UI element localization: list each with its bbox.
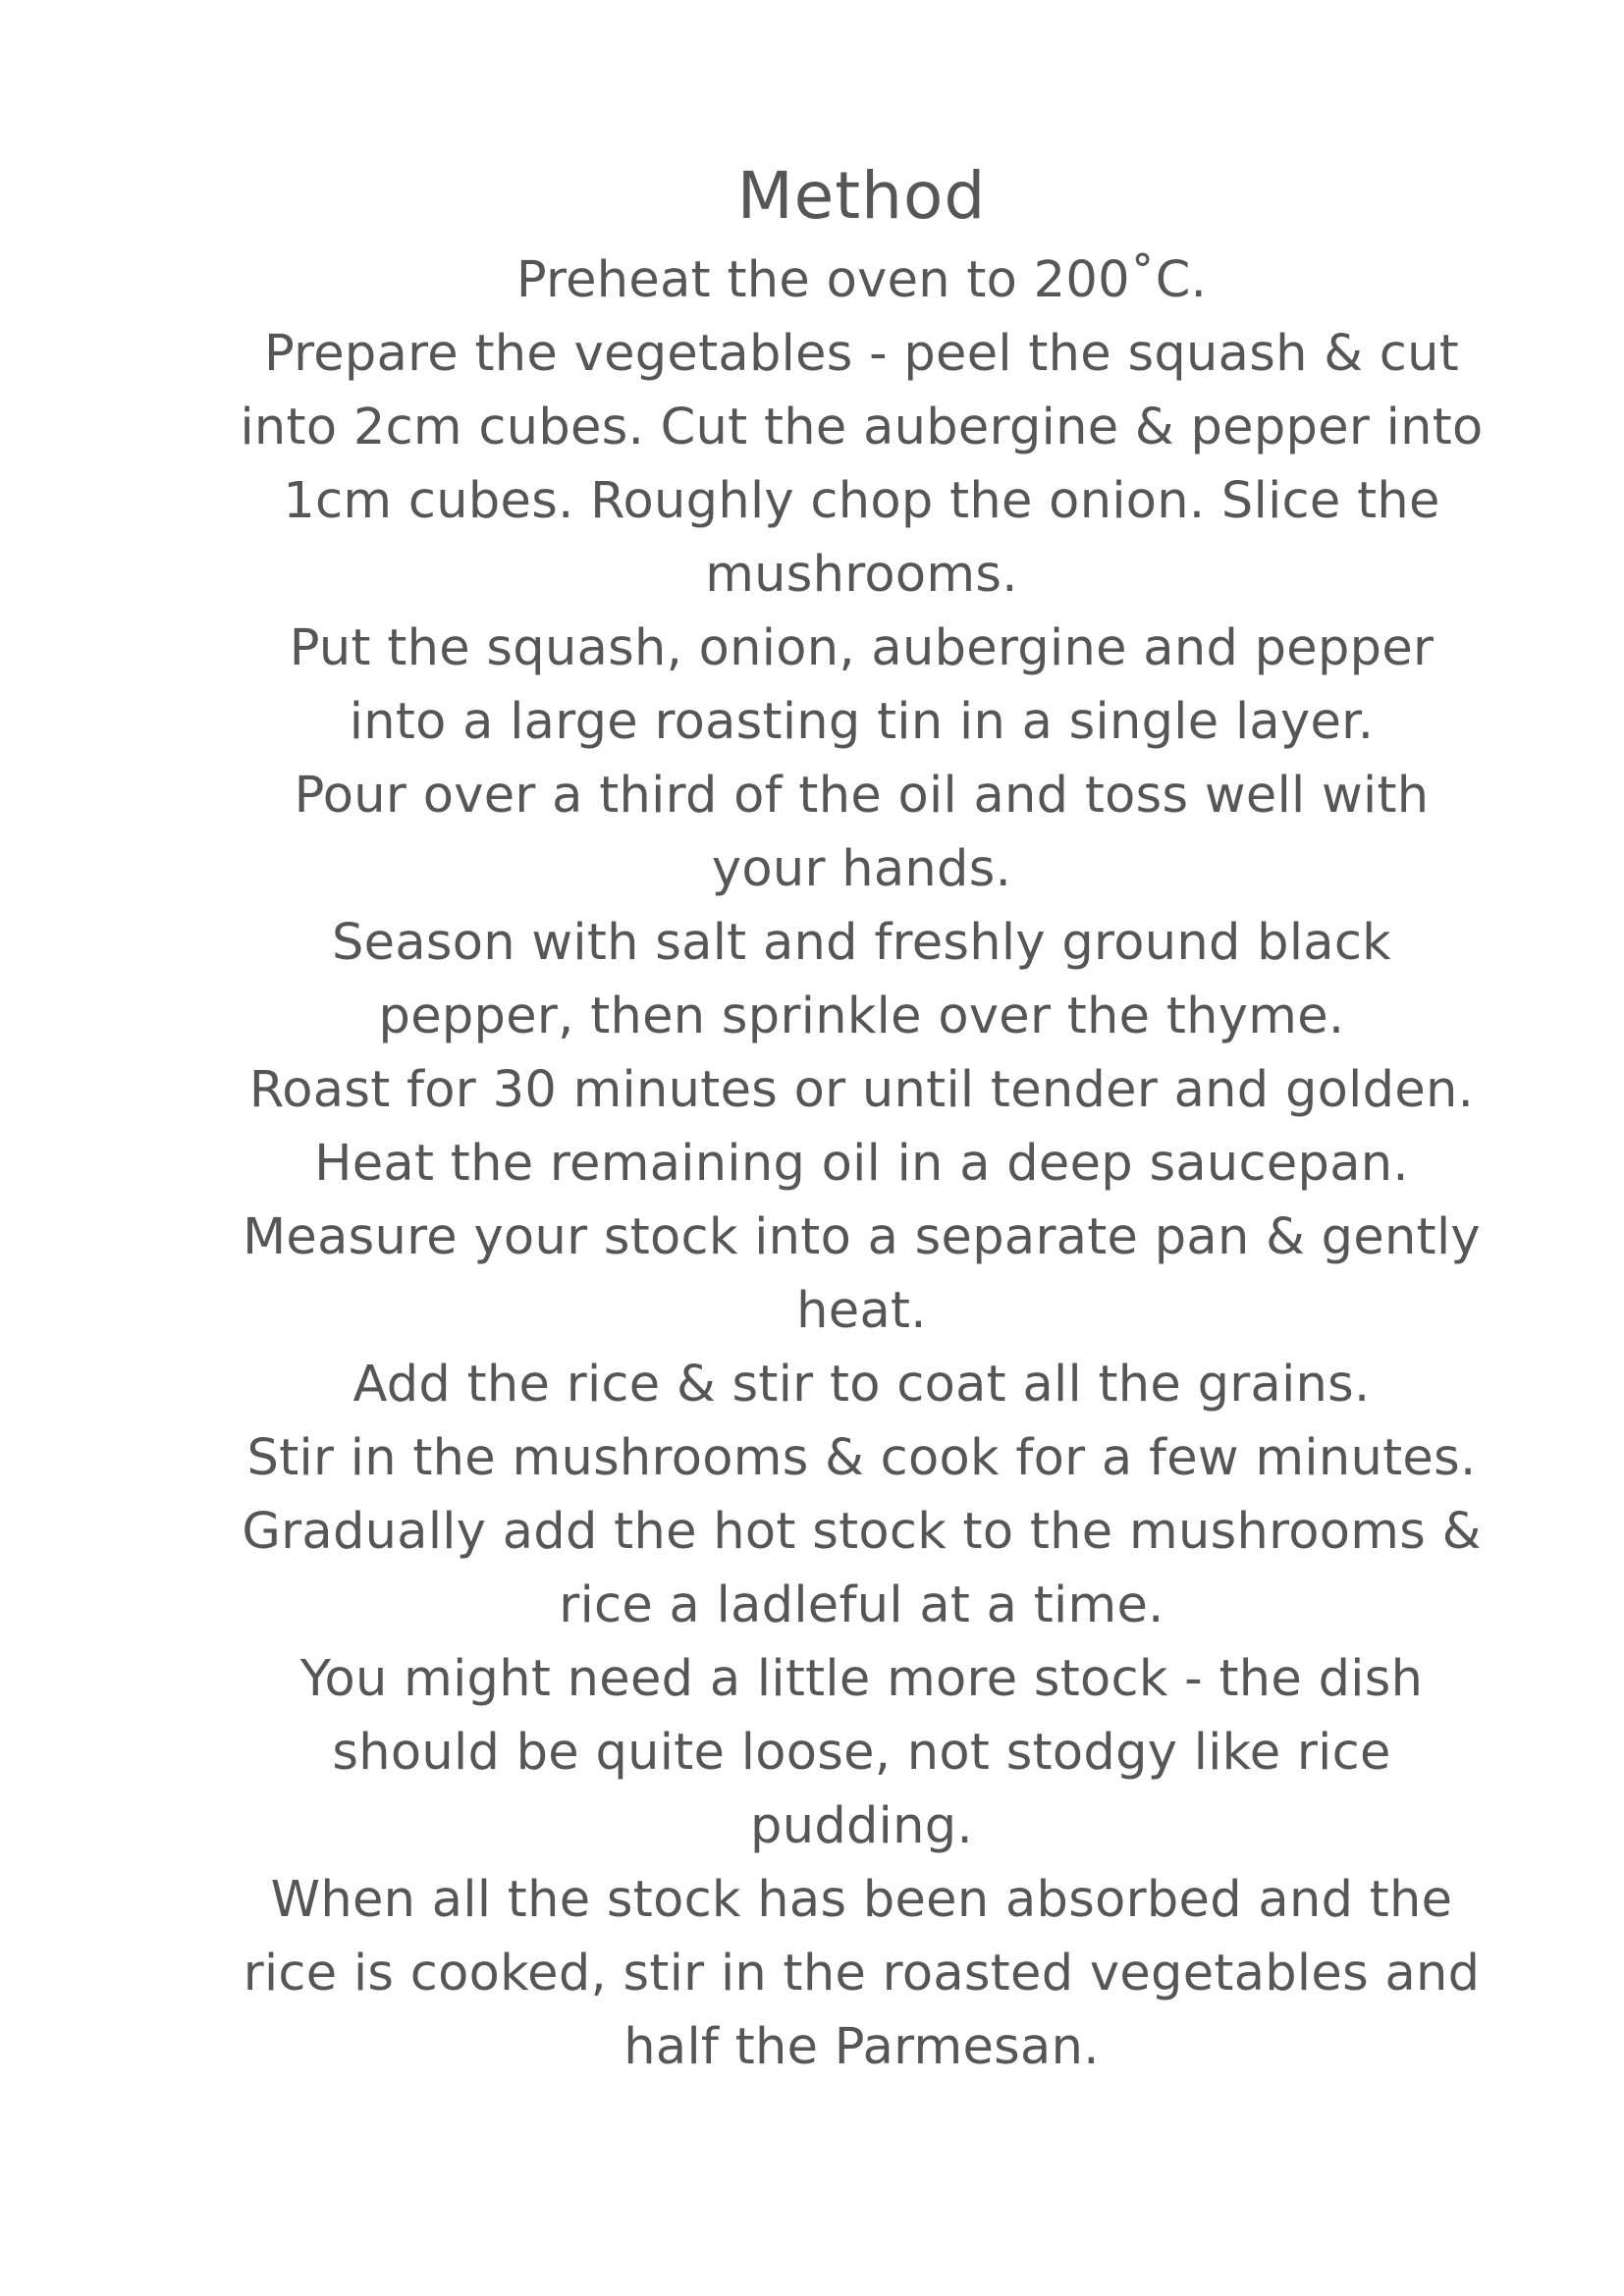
method-line: When all the stock has been absorbed and the	[270, 1871, 1453, 1929]
method-line: rice a ladleful at a time.	[559, 1576, 1164, 1634]
method-line: rice is cooked, stir in the roasted vegetables and	[243, 1945, 1481, 2002]
method-line: You might need a little more stock - the dish	[299, 1650, 1424, 1708]
method-line: Gradually add the hot stock to the mushrooms &	[242, 1503, 1482, 1561]
method-line: pepper, then sprinkle over the thyme.	[378, 988, 1345, 1045]
method-line: should be quite loose, not stodgy like rice	[332, 1724, 1391, 1782]
method-section	[236, 149, 1488, 2084]
method-title: Method	[736, 158, 987, 234]
method-line: into a large roasting tin in a single layer.	[349, 693, 1375, 751]
method-line: Season with salt and freshly ground black	[331, 914, 1392, 972]
method-line: heat.	[796, 1282, 927, 1340]
method-line: Stir in the mushrooms & cook for a few minutes.	[246, 1429, 1477, 1487]
method-line: pudding.	[750, 1797, 973, 1855]
method-line: Pour over a third of the oil and toss well with	[294, 767, 1430, 825]
method-line: Add the rice & stir to coat all the grains.	[352, 1356, 1371, 1414]
method-line: into 2cm cubes. Cut the aubergine & pepper into	[240, 399, 1484, 456]
method-line: Measure your stock into a separate pan & gently	[243, 1208, 1481, 1266]
method-line: Heat the remaining oil in a deep saucepan.	[314, 1135, 1409, 1193]
method-line: 1cm cubes. Roughly chop the onion. Slice the	[283, 472, 1440, 530]
method-line: half the Parmesan.	[623, 2018, 1100, 2076]
method-line: Prepare the vegetables - peel the squash & cut	[263, 325, 1460, 383]
method-line: Preheat the oven to 200˚C.	[515, 251, 1208, 309]
method-line: Put the squash, onion, aubergine and pepper	[289, 619, 1435, 677]
method-line: Roast for 30 minutes or until tender and golden.	[248, 1061, 1475, 1119]
method-line: your hands.	[711, 840, 1012, 898]
method-line: mushrooms.	[705, 546, 1018, 604]
